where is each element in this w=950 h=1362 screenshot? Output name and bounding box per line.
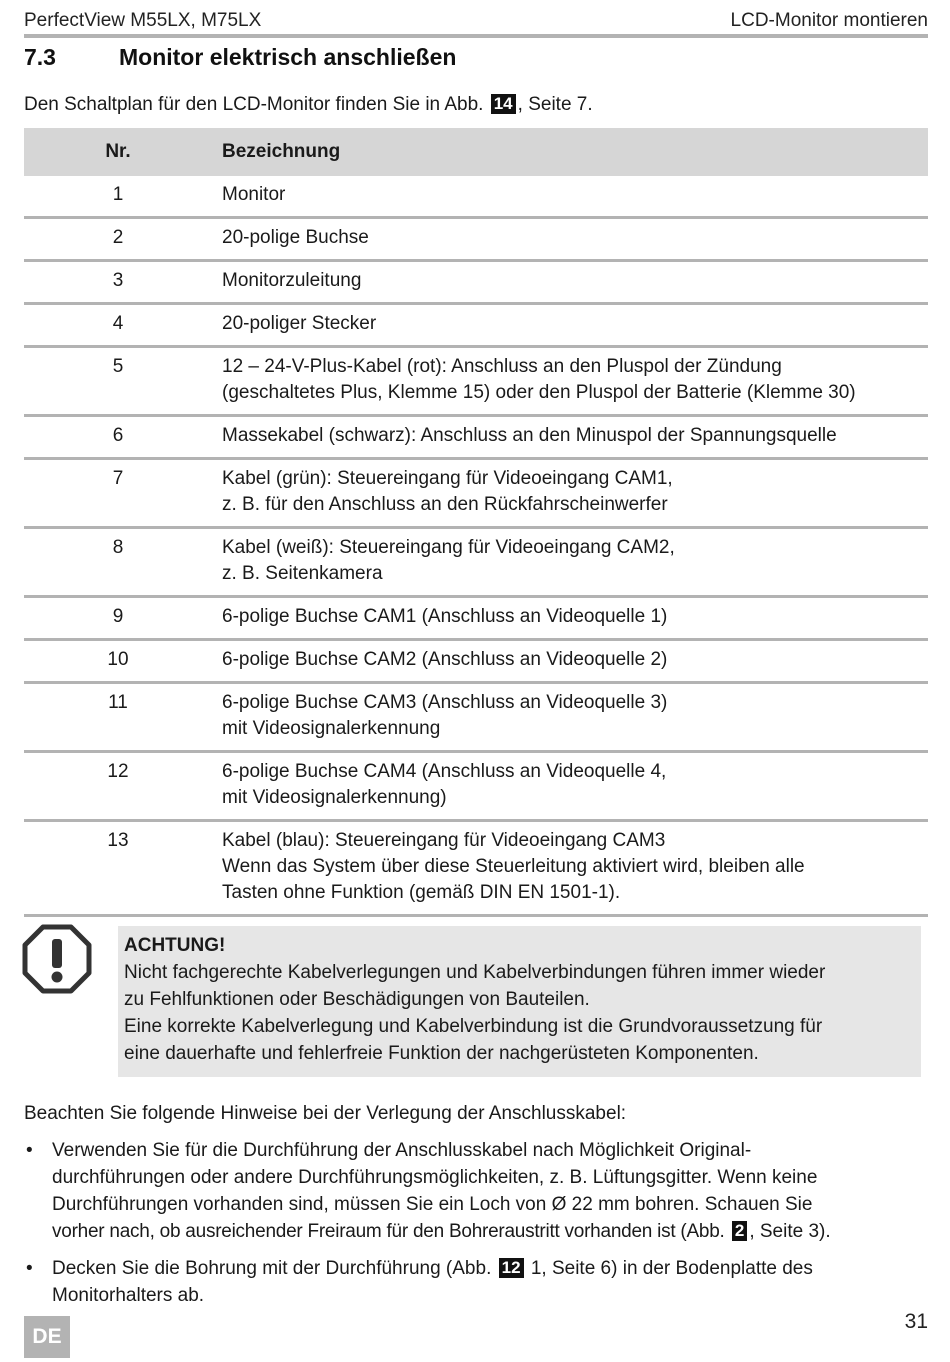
bullet-line: vorher nach, ob ausreichender Freiraum für den Bohreraustritt vorhanden ist (Abb. [52, 1221, 725, 1242]
description-line: 6-polige Buchse CAM1 (Anschluss an Videoquelle 1) [222, 606, 668, 627]
row-description [212, 752, 928, 821]
figure-reference-badge: 2 [732, 1221, 747, 1241]
description-line: mit Videosignalerkennung) [222, 787, 447, 808]
table-row [24, 683, 928, 752]
row-description [212, 416, 928, 459]
description-line: 6-polige Buchse CAM4 (Anschluss an Videoquelle 4, [222, 761, 667, 782]
bullet-line: Durchführungen vorhanden sind, müssen Sie ein Loch von Ø 22 mm bohren. Schauen Sie [52, 1194, 813, 1215]
intro-text: Den Schaltplan für den LCD-Monitor finden Sie in Abb. [24, 94, 484, 115]
description-line: (geschaltetes Plus, Klemme 15) oder den Pluspol der Batterie (Klemme 30) [222, 382, 856, 403]
row-description [212, 597, 928, 640]
row-description [212, 304, 928, 347]
row-number: 6 [24, 416, 212, 459]
connection-table [24, 128, 928, 917]
warning-line: Eine korrekte Kabelverlegung und Kabelverbindung ist die Grundvoraussetzung für [124, 1016, 823, 1037]
table-row [24, 640, 928, 683]
table-row [24, 304, 928, 347]
list-item [24, 1137, 930, 1245]
warning-line: zu Fehlfunktionen oder Beschädigungen von Bauteilen. [124, 989, 590, 1010]
description-line: 20-polige Buchse [222, 227, 369, 248]
table-body [24, 176, 928, 916]
running-header [24, 8, 928, 38]
table-row [24, 528, 928, 597]
intro-paragraph [24, 92, 928, 118]
warning-title: ACHTUNG! [124, 935, 226, 956]
row-number: 3 [24, 261, 212, 304]
description-line: Kabel (weiß): Steuereingang für Videoeingang CAM2, [222, 537, 675, 558]
bullet-line: Monitorhalters ab. [52, 1285, 205, 1306]
bullet-line-end: , Seite 3). [749, 1221, 831, 1242]
row-description [212, 640, 928, 683]
description-line: 6-polige Buchse CAM3 (Anschluss an Videoquelle 3) [222, 692, 668, 713]
row-description [212, 683, 928, 752]
list-item [24, 1255, 930, 1309]
table-row [24, 752, 928, 821]
warning-line: Nicht fachgerechte Kabelverlegungen und Kabelverbindungen führen immer wieder [124, 962, 826, 983]
description-line: Monitorzuleitung [222, 270, 362, 291]
row-description [212, 261, 928, 304]
row-number: 4 [24, 304, 212, 347]
row-description [212, 528, 928, 597]
language-badge: DE [24, 1316, 70, 1358]
row-number: 2 [24, 218, 212, 261]
row-description [212, 459, 928, 528]
row-description [212, 176, 928, 218]
row-number: 7 [24, 459, 212, 528]
notes-list [24, 1137, 930, 1319]
bullet-line-end: 1, Seite 6) in der Bodenplatte des [525, 1258, 813, 1279]
description-line: 6-polige Buchse CAM2 (Anschluss an Videoquelle 2) [222, 649, 668, 670]
table-row [24, 597, 928, 640]
notes-intro: Beachten Sie folgende Hinweise bei der Verlegung der Anschlusskabel: [24, 1103, 627, 1124]
table-row [24, 416, 928, 459]
bullet-line: durchführungen oder andere Durchführungsmöglichkeiten, z. B. Lüftungsgitter. Wenn keine [52, 1167, 818, 1188]
description-line: z. B. Seitenkamera [222, 563, 383, 584]
bullet-line: Verwenden Sie für die Durchführung der Anschlusskabel nach Möglichkeit Original- [52, 1140, 752, 1161]
description-line: Tasten ohne Funktion (gemäß DIN EN 1501-1). [222, 882, 621, 903]
row-number: 5 [24, 347, 212, 416]
section-title: Monitor elektrisch anschließen [119, 44, 457, 70]
row-number: 12 [24, 752, 212, 821]
description-line: Kabel (grün): Steuereingang für Videoeingang CAM1, [222, 468, 673, 489]
row-number: 1 [24, 176, 212, 218]
column-header-description: Bezeichnung [212, 128, 928, 176]
table-row [24, 261, 928, 304]
section-heading [24, 44, 928, 71]
table-row [24, 347, 928, 416]
description-line: mit Videosignalerkennung [222, 718, 441, 739]
figure-reference-badge: 12 [499, 1258, 524, 1278]
description-line: Monitor [222, 184, 286, 205]
row-description [212, 821, 928, 916]
bullet-point: • [26, 1140, 33, 1161]
description-line: z. B. für den Anschluss an den Rückfahrscheinwerfer [222, 494, 668, 515]
description-line: 20-poliger Stecker [222, 313, 377, 334]
description-line: 12 – 24-V-Plus-Kabel (rot): Anschluss an den Pluspol der Zündung [222, 356, 782, 377]
bullet-line: Decken Sie die Bohrung mit der Durchführung (Abb. [52, 1258, 492, 1279]
row-description [212, 218, 928, 261]
bullet-point: • [26, 1258, 33, 1279]
table-header-row [24, 128, 928, 176]
table-row [24, 821, 928, 916]
section-number: 7.3 [24, 44, 56, 70]
figure-reference-badge: 14 [491, 94, 516, 114]
page-number: 31 [904, 1310, 928, 1333]
column-header-nr: Nr. [24, 128, 212, 176]
table-row [24, 459, 928, 528]
row-description [212, 347, 928, 416]
row-number: 10 [24, 640, 212, 683]
row-number: 8 [24, 528, 212, 597]
description-line: Wenn das System über diese Steuerleitung aktiviert wird, bleiben alle [222, 856, 805, 877]
exclamation-octagon-icon [22, 924, 92, 994]
warning-icon [22, 924, 92, 994]
table-row [24, 218, 928, 261]
description-line: Massekabel (schwarz): Anschluss an den Minuspol der Spannungsquelle [222, 425, 837, 446]
header-product-name: PerfectView M55LX, M75LX [24, 10, 262, 31]
warning-box [118, 926, 921, 1077]
intro-text-end: , Seite 7. [517, 94, 593, 115]
description-line: Kabel (blau): Steuereingang für Videoeingang CAM3 [222, 830, 666, 851]
header-chapter-title: LCD-Monitor montieren [730, 10, 928, 31]
table-row [24, 176, 928, 218]
warning-line: eine dauerhafte und fehlerfreie Funktion der nachgerüsteten Komponenten. [124, 1043, 759, 1064]
row-number: 11 [24, 683, 212, 752]
row-number: 9 [24, 597, 212, 640]
row-number: 13 [24, 821, 212, 916]
